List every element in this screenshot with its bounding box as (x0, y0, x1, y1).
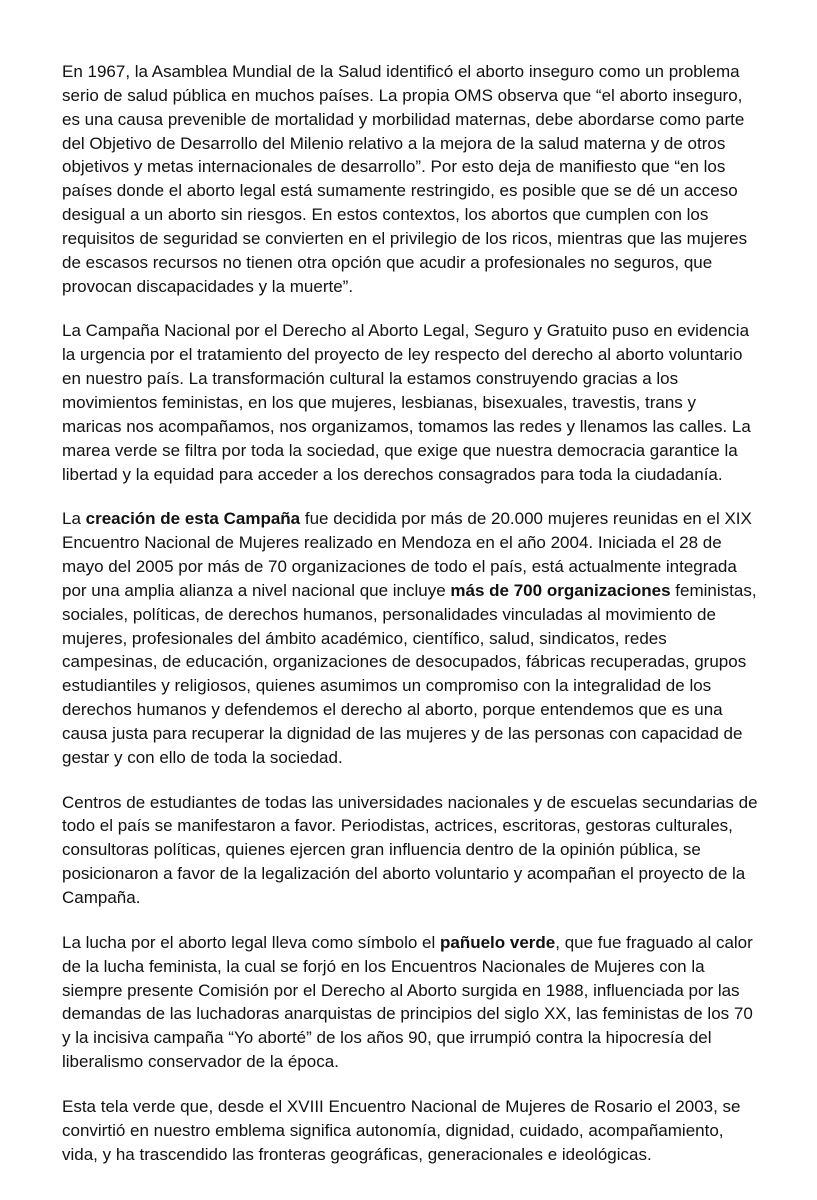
text-line: La Campaña Nacional por el Derecho al Aborto Legal, Seguro y Gratuito puso en evidencia (62, 321, 750, 341)
text-line: desigual a un aborto sin riesgos. En estos contextos, los abortos que cumplen con los (62, 205, 709, 225)
text-line: de la lucha feminista, la cual se forjó en los Encuentros Nacionales de Mujeres con la (62, 956, 705, 976)
text-line: del Objetivo de Desarrollo del Milenio relativo a la mejora de la salud materna y de otros (62, 133, 726, 153)
text-run: , que fue fraguado al calor (555, 932, 753, 952)
text-line: Encuentro Nacional de Mujeres realizado en Mendoza en el año 2004. Iniciada el 28 de (62, 533, 722, 553)
text-line: liberalismo conservador de la época. (62, 1052, 339, 1072)
text-line: provocan discapacidades y la muerte”. (62, 276, 354, 296)
bold-text: más de 700 organizaciones (450, 580, 671, 600)
text-line (62, 579, 807, 603)
text-line: la urgencia por el tratamiento del proyecto de ley respecto del derecho al aborto voluntario (62, 345, 743, 365)
text-line: campesinas, de educación, organizaciones de desocupados, fábricas recuperadas, grupos (62, 652, 747, 672)
text-line: demandas de las luchadoras anarquistas de principios del siglo XX, las feministas de los 70 (62, 1004, 753, 1024)
text-line: derechos humanos y defendemos el derecho al aborto, porque entendemos que es una (62, 700, 723, 720)
text-line: causa justa para recuperar la dignidad de las mujeres y de las personas con capacidad de (62, 723, 743, 743)
text-line: Esta tela verde que, desde el XVIII Encuentro Nacional de Mujeres de Rosario el 2003, se (62, 1096, 741, 1116)
text-line: todo el país se manifestaron a favor. Periodistas, actrices, escritoras, gestoras culturales, (62, 816, 733, 836)
text-line: requisitos de seguridad se convierten en el privilegio de los ricos, mientras que las mujeres (62, 228, 748, 248)
text-line: movimientos feministas, en los que mujeres, lesbianas, bisexuales, travestis, trans y (62, 392, 696, 412)
text-line: maricas nos acompañamos, nos organizamos, tomamos las redes y llenamos las calles. La (62, 416, 751, 436)
text-line: libertad y la equidad para acceder a los derechos consagrados para toda la ciudadanía. (62, 464, 723, 484)
text-line: países donde el aborto legal está sumamente restringido, es posible que se dé un acceso (62, 181, 738, 201)
text-line: posicionaron a favor de la legalización del aborto voluntario y acompañan el proyecto de la (62, 864, 746, 884)
text-line (62, 507, 807, 531)
text-line (62, 931, 807, 955)
text-run: por una amplia alianza a nivel nacional que incluye (62, 580, 451, 600)
bold-text: creación de esta Campaña (85, 509, 301, 529)
paragraph-tela-verde (62, 1095, 807, 1167)
text-line: estudiantiles y religiosos, quienes asumimos un compromiso con la integralidad de los (62, 676, 712, 696)
paragraph-centros-estudiantes (62, 791, 807, 910)
text-line: es una causa prevenible de mortalidad y morbilidad maternas, debe abordarse como parte (62, 109, 745, 129)
text-run: fue decidida por más de 20.000 mujeres reunidas en el XIX (300, 509, 752, 529)
text-line: Centros de estudiantes de todas las universidades nacionales y de escuelas secundarias de (62, 792, 758, 812)
text-line: vida, y ha trascendido las fronteras geográficas, generacionales e ideológicas. (62, 1144, 652, 1164)
text-line: marea verde se filtra por toda la sociedad, que exige que nuestra democracia garantice la (62, 440, 738, 460)
text-line: mujeres, profesionales del ámbito académico, científico, salud, sindicatos, redes (62, 628, 667, 648)
text-line: siempre presente Comisión por el Derecho al Aborto surgida en 1988, influenciada por las (62, 980, 740, 1000)
text-line: y la incisiva campaña “Yo aborté” de los años 90, que irrumpió contra la hipocresía del (62, 1028, 712, 1048)
text-run: La (62, 509, 86, 529)
text-line: consultoras políticas, quienes ejercen gran influencia dentro de la opinión pública, se (62, 840, 701, 860)
text-run: feministas, (670, 580, 757, 600)
paragraph-oms-aborto-inseguro (62, 60, 807, 298)
text-line: sociales, políticas, de derechos humanos, personalidades vinculadas al movimiento de (62, 604, 716, 624)
text-run: La lucha por el aborto legal lleva como símbolo el (62, 932, 440, 952)
text-line: en nuestro país. La transformación cultural la estamos construyendo gracias a los (62, 369, 679, 389)
paragraph-campana-nacional (62, 319, 807, 486)
paragraph-panuelo-verde (62, 931, 807, 1074)
bold-text: pañuelo verde (440, 932, 556, 952)
text-line: En 1967, la Asamblea Mundial de la Salud identificó el aborto inseguro como un problema (62, 62, 740, 81)
text-line: mayo del 2005 por más de 70 organizaciones de todo el país, está actualmente integrada (62, 557, 737, 577)
text-line: gestar y con ello de toda la sociedad. (62, 747, 343, 767)
text-line: convirtió en nuestro emblema significa autonomía, dignidad, cuidado, acompañamiento, (62, 1120, 724, 1140)
text-line: Campaña. (62, 888, 141, 907)
document-page (62, 60, 807, 1187)
text-line: de escasos recursos no tienen otra opción que acudir a profesionales no seguros, que (62, 252, 713, 272)
text-line: serio de salud pública en muchos países. La propia OMS observa que “el aborto inseguro, (62, 85, 743, 105)
text-line: objetivos y metas internacionales de desarrollo”. Por esto deja de manifiesto que “en los (62, 157, 726, 177)
paragraph-creacion-campana (62, 507, 807, 769)
